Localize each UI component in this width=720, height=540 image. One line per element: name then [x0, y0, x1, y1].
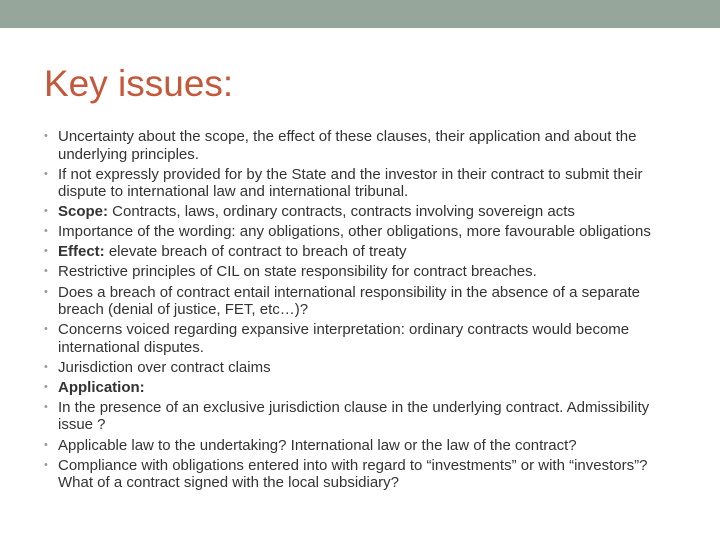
- bullet-text: Importance of the wording: any obligations, other obligations, more favourable obligations: [58, 223, 651, 241]
- bullet-dot-icon: •: [44, 265, 48, 278]
- bullet-item: [44, 166, 664, 201]
- slide-title: Key issues:: [44, 63, 234, 104]
- bullet-lead: Scope:: [58, 203, 109, 221]
- bullet-text: Contracts, laws, ordinary contracts, contracts involving sovereign acts: [108, 203, 575, 221]
- bullet-text: If not expressly provided for by the State and the investor in their contract to submit their dispute to international law and international tribunal.: [58, 165, 643, 201]
- bullet-item: [44, 284, 664, 319]
- bullet-item: [44, 437, 664, 455]
- top-band: [0, 0, 720, 28]
- bullet-item: [44, 223, 664, 241]
- bullet-dot-icon: •: [44, 380, 48, 393]
- bullet-item: [44, 128, 664, 163]
- bullet-dot-icon: •: [44, 458, 48, 471]
- bullet-dot-icon: •: [44, 438, 48, 451]
- bullet-item: [44, 203, 664, 221]
- bullet-text: Does a breach of contract entail international responsibility in the absence of a separate breach (denial of justice, FET, etc…)?: [58, 283, 641, 319]
- bullet-item: [44, 457, 664, 492]
- bullet-text: Jurisdiction over contract claims: [58, 358, 271, 376]
- bullet-item: [44, 399, 664, 434]
- bullet-text: Restrictive principles of CIL on state responsibility for contract breaches.: [58, 263, 537, 281]
- bullet-dot-icon: •: [44, 323, 48, 336]
- bullet-text: Concerns voiced regarding expansive interpretation: ordinary contracts would become international disputes.: [58, 321, 630, 356]
- bullet-dot-icon: •: [44, 285, 48, 298]
- bullet-text: Applicable law to the undertaking? International law or the law of the contract?: [58, 436, 577, 454]
- bullet-item: [44, 321, 664, 356]
- bullet-dot-icon: •: [44, 167, 48, 180]
- bullet-dot-icon: •: [44, 205, 48, 218]
- bullet-text: Uncertainty about the scope, the effect of these clauses, their application and about the underlying principles.: [58, 128, 637, 163]
- bullet-text: Compliance with obligations entered into with regard to “investments” or with “investors”? What of a contract signed with the local subsidiary?: [58, 456, 648, 492]
- bullet-dot-icon: •: [44, 130, 48, 142]
- bullet-item: [44, 263, 664, 281]
- bullet-dot-icon: •: [44, 245, 48, 258]
- bullet-text: elevate breach of contract to breach of treaty: [104, 243, 407, 261]
- bullet-text: In the presence of an exclusive jurisdiction clause in the underlying contract. Admissibility issue ?: [58, 398, 650, 434]
- bullet-lead: Application:: [58, 378, 145, 396]
- bullet-list: [44, 128, 664, 494]
- bullet-dot-icon: •: [44, 400, 48, 413]
- bullet-lead: Effect:: [58, 243, 105, 261]
- bullet-item: [44, 243, 664, 261]
- bullet-item: [44, 379, 664, 397]
- bullet-item: [44, 359, 664, 377]
- bullet-dot-icon: •: [44, 225, 48, 238]
- bullet-dot-icon: •: [44, 360, 48, 373]
